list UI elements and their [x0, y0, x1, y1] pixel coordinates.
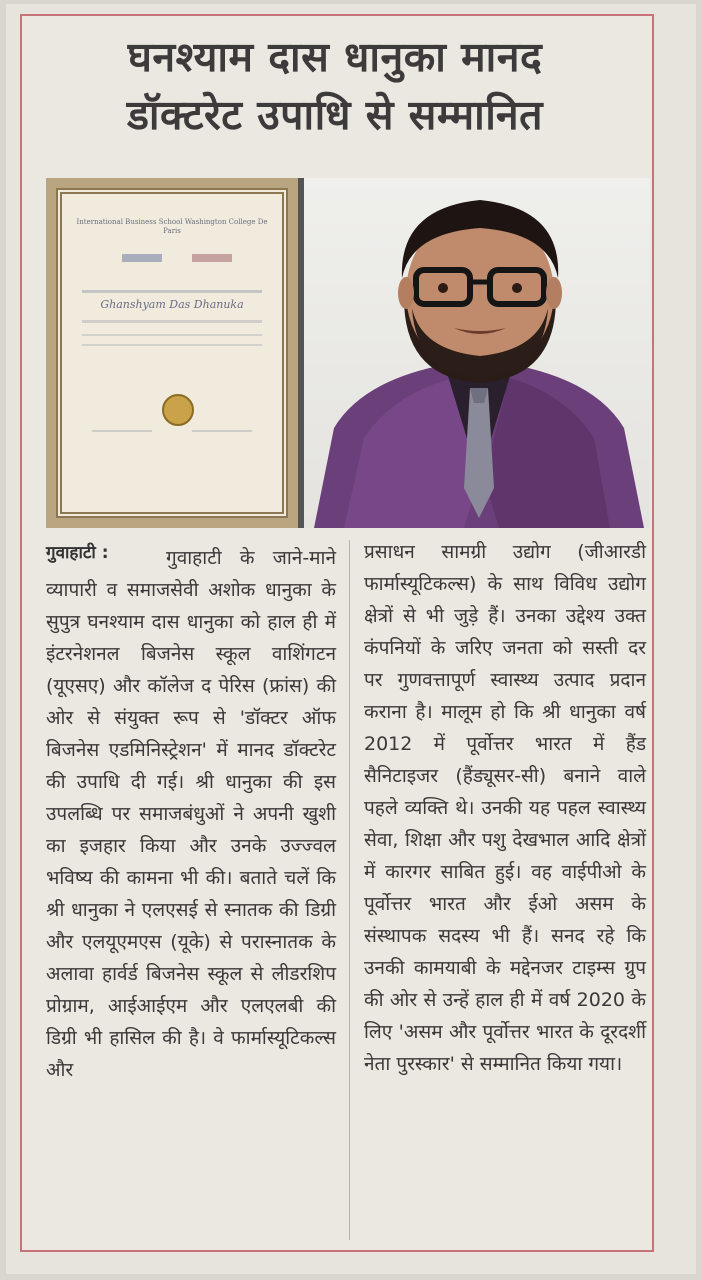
headline-line-2: डॉक्टरेट उपाधि से सम्मानित — [126, 91, 544, 139]
article-column-2: प्रसाधन सामग्री उद्योग (जीआरडी फार्मास्यूटिकल्स) के साथ विविध उद्योग क्षेत्रों से भी जुड़े हैं। उनका उद्देश्य उक्त कंपनियों के जरिए जनता को सस्ती दर पर गुणवत्तापूर्ण स्वास्थ्य उत्पाद प्रदान कराना है। मालूम हो कि श्री धानुका वर्ष 2012 में पूर्वोत्तर भारत में हैंड सैनिटाइजर (हैंड्यूसर-सी) बनाने वाले पहले व्यक्ति थे। उनकी यह पहल स्वास्थ्य सेवा, शिक्षा और पशु देखभाल आदि क्षेत्रों में कारगर साबित हुई। वह वाईपीओ के पूर्वोत्तर भारत और ईओ असम के संस्थापक सदस्य भी हैं। सनद रहे कि उनकी कामयाबी के मद्देनजर टाइम्स ग्रुप की ओर से उन्हें हाल ही में वर्ष 2020 के लिए 'असम और पूर्वोत्तर भारत के दूरदर्शी नेता पुरस्कार' से सम्मानित किया गया। — [364, 541, 646, 1075]
certificate-header: International Business School Washington College De Paris — [76, 218, 268, 235]
article-column-1: गुवाहाटी के जाने-माने व्यापारी व समाजसेवी अशोक धानुका के सुपुत्र घनश्याम दास धानुका को हाल ही में इंटरनेशनल बिजनेस स्कूल वाशिंगटन (यूएसए) और कॉलेज द पेरिस (फ्रांस) की ओर से संयुक्त रूप से 'डॉक्टर ऑफ बिजनेस एडमिनिस्ट्रेशन' में मानद डॉक्टरेट की उपाधि दी गई। श्री धानुका की इस उपलब्धि पर समाजबंधुओं ने अपनी खुशी का इजहार किया और उनके उज्ज्वल भविष्य की कामना भी की। बताते चलें कि श्री धानुका ने एलएसई से स्नातक की डिग्री और एलयूएमएस (यूके) से परास्नातक के अलावा हार्वर्ड बिजनेस स्कूल से लीडरशिप प्रोग्राम, आईआईएम और एलएलबी की डिग्री भी हासिल की है। वे फार्मास्यूटिकल्स और — [46, 547, 336, 1081]
portrait-photo — [304, 178, 650, 528]
man-portrait-illustration — [304, 178, 650, 528]
certificate-seal — [162, 394, 194, 426]
dateline: गुवाहाटी : — [46, 543, 109, 563]
article-headline — [18, 28, 652, 144]
certificate-name: Ghanshyam Das Dhanuka — [100, 298, 244, 311]
column-divider — [349, 540, 350, 1240]
certificate-image — [46, 178, 298, 528]
article-photo — [46, 178, 650, 528]
headline-line-1: घनश्याम दास धानुका मानद — [127, 33, 543, 81]
